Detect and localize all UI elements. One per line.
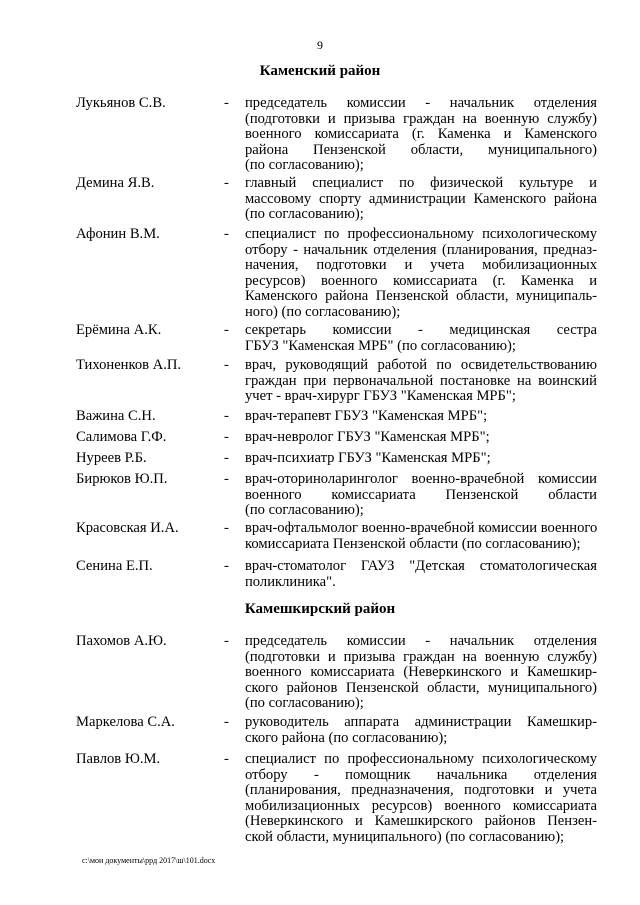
dash-separator: - — [224, 558, 229, 574]
role-text-line: ного) (по согласованию); — [245, 303, 401, 320]
file-path-footer: c:\мои документы\ppд 2017\ш\101.docx — [82, 856, 216, 865]
member-role — [245, 634, 597, 712]
role-text-line: врач-стоматолог ГАУЗ "Детская стоматологическая — [245, 558, 597, 574]
role-text-line: военного комиссариата (Неверкинского и Камешкир- — [245, 664, 597, 681]
member-role — [245, 715, 597, 746]
member-role — [245, 227, 597, 321]
dash-separator: - — [224, 408, 229, 424]
role-text-line: специалист по профессиональному психологическому — [245, 751, 597, 767]
role-text-line: начения, подготовки и учета мобилизационных — [245, 257, 597, 274]
member-role — [245, 358, 597, 405]
member-name: Маркелова С.А. — [76, 714, 175, 730]
dash-separator: - — [224, 95, 229, 111]
role-text-line: врач-терапевт ГБУЗ "Каменская МРБ"; — [245, 408, 488, 424]
role-text-line: учет - врач-хирург ГБУЗ "Каменская МРБ"; — [245, 388, 516, 405]
role-text-line: врач-офтальмолог военно-врачебной комиссии военного — [245, 520, 598, 536]
member-role — [245, 752, 597, 846]
role-text-line: врач-оториноларинголог военно-врачебной комиссии — [245, 471, 597, 487]
role-text-line: (по согласованию); — [245, 502, 364, 519]
role-text-line: врач, руководящий работой по освидетельствованию — [245, 357, 597, 373]
role-text-line: (по согласованию); — [245, 157, 364, 174]
member-role — [245, 451, 597, 467]
role-text-line: ского района (по согласованию); — [245, 729, 448, 746]
dash-separator: - — [224, 450, 229, 466]
role-text-line: врач-невролог ГБУЗ "Каменская МРБ"; — [245, 429, 490, 445]
member-role — [245, 430, 597, 446]
role-text-line: (Неверкинского и Камешкирского районов Пензен- — [245, 813, 597, 830]
member-role — [245, 559, 597, 590]
member-name: Сенина Е.П. — [76, 558, 153, 574]
role-text-line: (подготовки и призыва граждан на военную службу) — [245, 110, 597, 127]
member-name: Пахомов А.Ю. — [76, 633, 167, 649]
role-text-line: (по согласованию); — [245, 206, 364, 223]
member-name: Бирюков Ю.П. — [76, 471, 168, 487]
member-name: Афонин В.М. — [76, 226, 160, 242]
role-text-line: председатель комиссии - начальник отделения — [245, 633, 597, 649]
dash-separator: - — [224, 357, 229, 373]
dash-separator: - — [224, 751, 229, 767]
member-name: Красовская И.А. — [76, 520, 179, 536]
member-role — [245, 409, 597, 425]
role-text-line: военного комиссариата (г. Каменка и Каменского — [245, 126, 597, 143]
role-text-line: ского районов Пензенской области, муниципального) — [245, 679, 597, 696]
dash-separator: - — [224, 633, 229, 649]
dash-separator: - — [224, 226, 229, 242]
role-text-line: отбору - начальник отделения (планирования, предназ- — [245, 241, 597, 258]
member-role — [245, 323, 597, 354]
member-name: Демина Я.В. — [76, 175, 155, 191]
member-role — [245, 472, 597, 519]
dash-separator: - — [224, 520, 229, 536]
role-text-line: ГБУЗ "Каменская МРБ" (по согласованию); — [245, 337, 516, 354]
role-text-line: (по согласованию); — [245, 695, 364, 712]
dash-separator: - — [224, 429, 229, 445]
section-title: Камешкирский район — [244, 601, 396, 617]
role-text-line: мобилизационных ресурсов) военного комиссариата — [245, 797, 597, 814]
dash-separator: - — [224, 322, 229, 338]
role-text-line: главный специалист по физической культуре и — [245, 175, 597, 191]
role-text-line: специалист по профессиональному психологическому — [245, 226, 597, 242]
member-name: Важина С.Н. — [76, 408, 156, 424]
role-text-line: массовому спорту администрации Каменского района — [245, 190, 597, 207]
role-text-line: секретарь комиссии - медицинская сестра — [245, 322, 597, 338]
member-name: Нуреев Р.Б. — [76, 450, 147, 466]
member-name: Лукьянов С.В. — [76, 95, 166, 111]
role-text-line: района Пензенской области, муниципального) — [245, 141, 597, 158]
member-role — [245, 96, 597, 174]
role-text-line: военного комиссариата Пензенской области — [245, 486, 597, 503]
dash-separator: - — [224, 714, 229, 730]
role-text-line: ресурсов) военного комиссариата (г. Каменка и — [245, 272, 597, 289]
role-text-line: (подготовки и призыва граждан на военную службу) — [245, 648, 597, 665]
member-name: Павлов Ю.М. — [76, 751, 161, 767]
dash-separator: - — [224, 471, 229, 487]
member-role — [245, 521, 597, 552]
member-name: Тихоненков А.П. — [76, 357, 182, 373]
member-name: Салимова Г.Ф. — [76, 429, 167, 445]
role-text-line: поликлиника". — [245, 573, 336, 590]
role-text-line: комиссариата Пензенской области (по согласованию); — [245, 535, 581, 552]
role-text-line: врач-психиатр ГБУЗ "Каменская МРБ"; — [245, 450, 491, 466]
member-name: Ерёмина А.К. — [76, 322, 162, 338]
role-text-line: отбору - помощник начальника отделения — [245, 766, 597, 783]
page-number: 9 — [317, 38, 323, 52]
dash-separator: - — [224, 175, 229, 191]
role-text-line: Каменского района Пензенской области, муниципаль- — [245, 288, 597, 305]
section-title: Каменский район — [259, 63, 381, 79]
member-role — [245, 176, 597, 223]
role-text-line: председатель комиссии - начальник отделения — [245, 95, 597, 111]
role-text-line: руководитель аппарата администрации Камешкир- — [245, 714, 597, 730]
role-text-line: ской области, муниципального) (по согласованию); — [245, 828, 565, 845]
role-text-line: (планирования, предназначения, подготовки и учета — [245, 782, 597, 799]
role-text-line: граждан при первоначальной постановке на воинский — [245, 372, 597, 389]
